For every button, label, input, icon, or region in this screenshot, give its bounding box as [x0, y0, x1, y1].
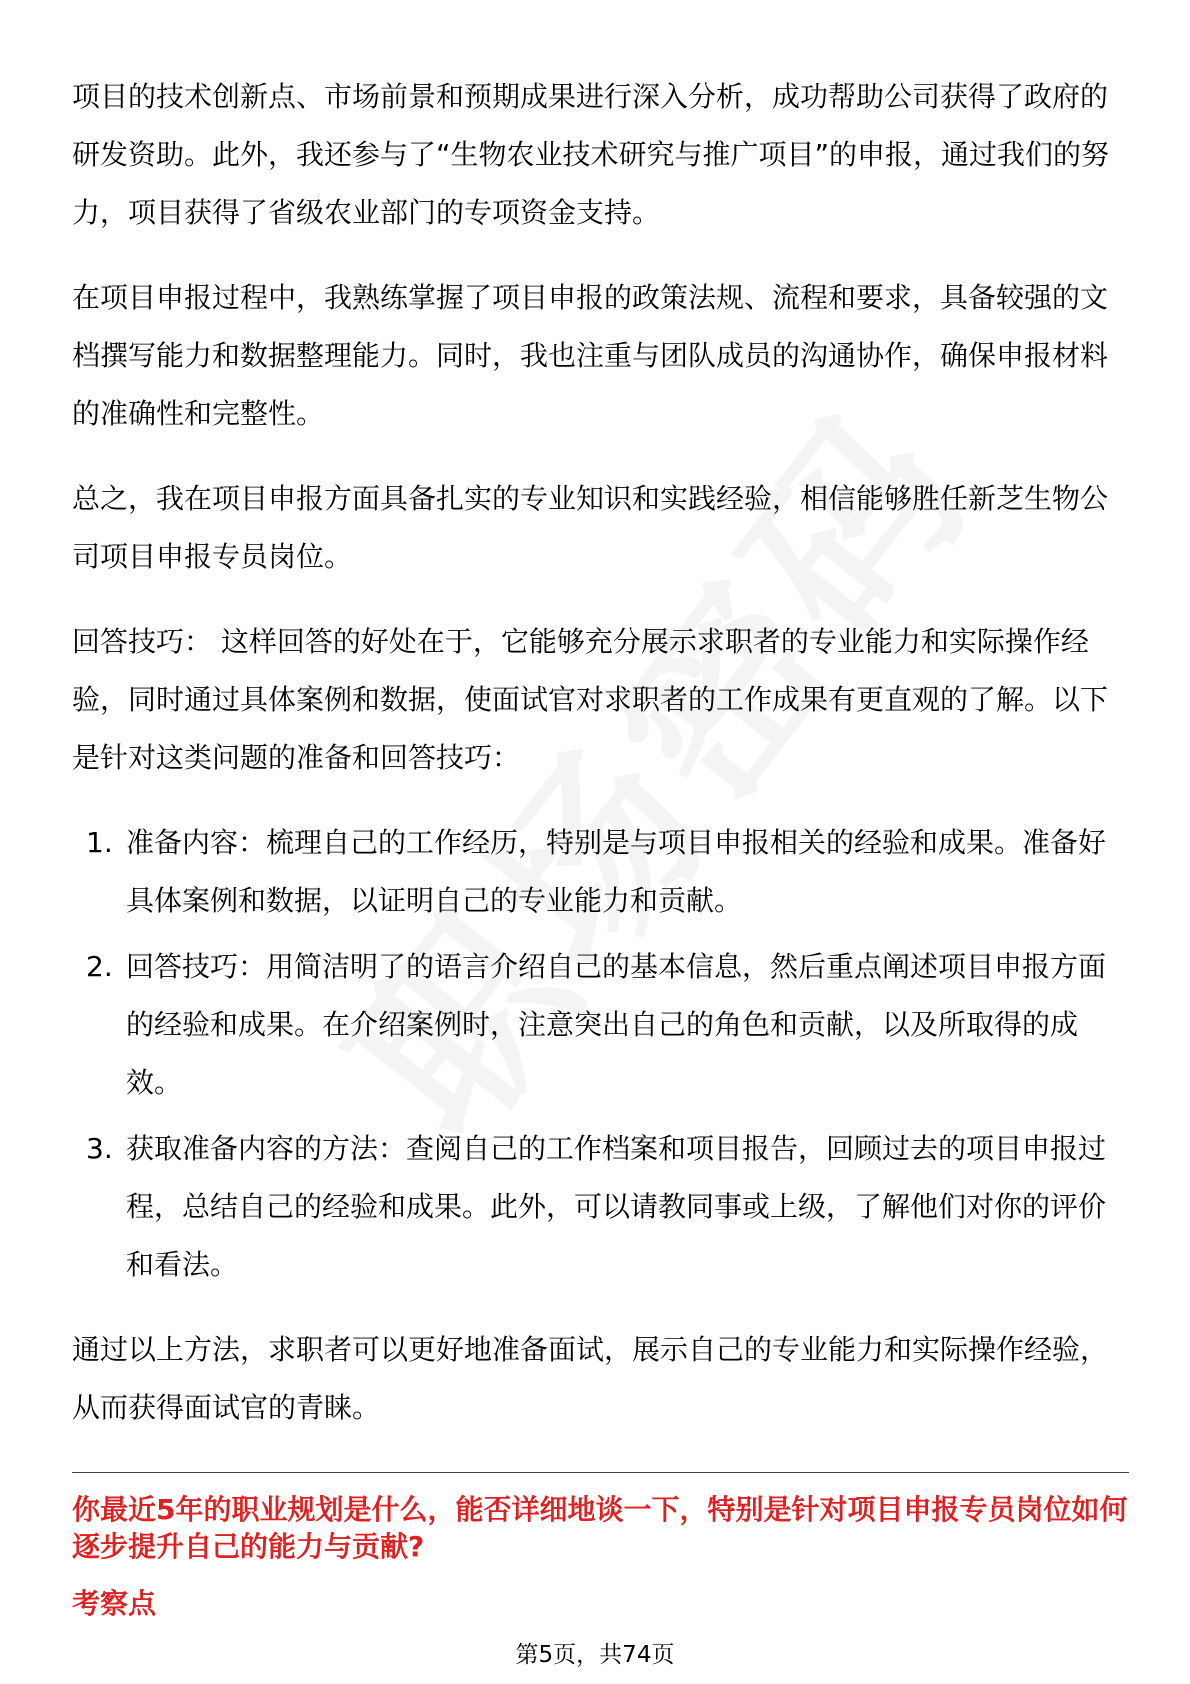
list-item-text: 准备内容：梳理自己的工作经历，特别是与项目申报相关的经验和成果。准备好具体案例和数据，以证明自己的专业能力和贡献。: [126, 826, 1107, 917]
list-item: [72, 1120, 1132, 1294]
list-item-text: 获取准备内容的方法：查阅自己的工作档案和项目报告，回顾过去的项目申报过程，总结自己的经验和成果。此外，可以请教同事或上级，了解他们对你的评价和看法。: [126, 1132, 1107, 1281]
page-footer: 第5页，共74页: [515, 1642, 675, 1668]
list-number: 2.: [86, 950, 113, 983]
list-item: [72, 938, 1132, 1112]
list-item-text: 回答技巧：用简洁明了的语言介绍自己的基本信息，然后重点阐述项目申报方面的经验和成果。在介绍案例时，注意突出自己的角色和贡献，以及所取得的成效。: [126, 950, 1107, 1099]
list-item: [72, 814, 1132, 930]
paragraph: 项目的技术创新点、市场前景和预期成果进行深入分析，成功帮助公司获得了政府的研发资助。此外，我还参与了“生物农业技术研究与推广项目”的申报，通过我们的努力，项目获得了省级农业部门的专项资金支持。: [72, 80, 1110, 229]
section-title: 考察点: [72, 1587, 157, 1620]
divider: [72, 1472, 1129, 1473]
list-number: 1.: [86, 826, 113, 859]
list-number: 3.: [86, 1132, 113, 1165]
tips-list: [72, 814, 1132, 1294]
closing-paragraph: 通过以上方法，求职者可以更好地准备面试，展示自己的专业能力和实际操作经验，从而获得面试官的青睐。: [72, 1333, 1109, 1424]
answer-tips-paragraph: 回答技巧： 这样回答的好处在于，它能够充分展示求职者的专业能力和实际操作经验，同时通过具体案例和数据，使面试官对求职者的工作成果有更直观的了解。以下是针对这类问题的准备和回答技巧：: [72, 625, 1109, 774]
document-body: [72, 68, 1132, 1622]
paragraph: 总之，我在项目申报方面具备扎实的专业知识和实践经验，相信能够胜任新芝生物公司项目申报专员岗位。: [72, 482, 1109, 573]
interview-question: 你最近5年的职业规划是什么，能否详细地谈一下，特别是针对项目申报专员岗位如何逐步提升自己的能力与贡献?: [72, 1493, 1128, 1563]
paragraph: 在项目申报过程中，我熟练掌握了项目申报的政策法规、流程和要求，具备较强的文档撰写能力和数据整理能力。同时，我也注重与团队成员的沟通协作，确保申报材料的准确性和完整性。: [72, 281, 1109, 430]
